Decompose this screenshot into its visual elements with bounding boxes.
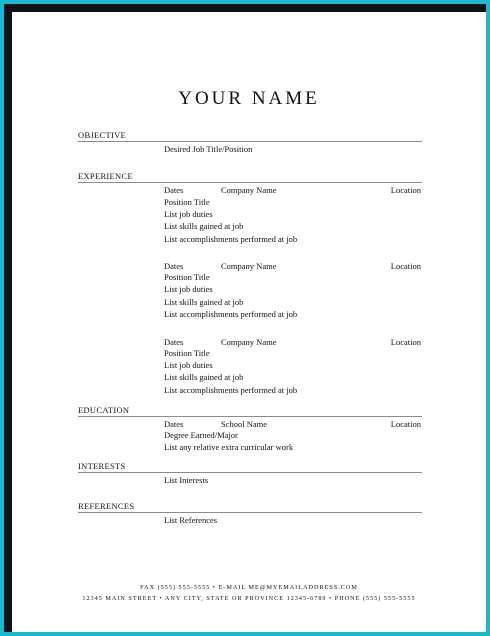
- job-dates: Dates: [164, 337, 184, 347]
- references-line: List References: [164, 515, 218, 525]
- job-location: Location: [390, 185, 421, 195]
- job-location: Location: [390, 261, 421, 271]
- job-company: Company Name: [221, 261, 277, 271]
- job-skills: List skills gained at job: [164, 372, 244, 382]
- job-accomplishments: List accomplishments performed at job: [164, 309, 298, 319]
- interests-line: List Interests: [164, 475, 209, 485]
- section-references: REFERENCES: [78, 501, 422, 513]
- section-objective: OBJECTIVE: [78, 130, 422, 142]
- job-skills: List skills gained at job: [164, 221, 244, 231]
- job-dates: Dates: [164, 185, 184, 195]
- footer-contact-line1: FAX (555) 555-5555 • E-MAIL ME@MYEMAILADDRESS.COM: [140, 584, 358, 591]
- section-experience: EXPERIENCE: [78, 171, 422, 183]
- job-duties: List job duties: [164, 284, 213, 294]
- objective-line: Desired Job Title/Position: [164, 144, 253, 154]
- education-degree: Degree Earned/Major: [164, 430, 238, 440]
- job-duties: List job duties: [164, 209, 213, 219]
- resume-page: [12, 12, 486, 632]
- education-dates: Dates: [164, 419, 184, 429]
- section-interests: INTERESTS: [78, 461, 422, 473]
- education-school: School Name: [221, 419, 268, 429]
- job-skills: List skills gained at job: [164, 297, 244, 307]
- section-education: EDUCATION: [78, 405, 422, 417]
- education-location: Location: [390, 419, 421, 429]
- job-dates: Dates: [164, 261, 184, 271]
- job-company: Company Name: [221, 185, 277, 195]
- footer-contact-line2: 12345 MAIN STREET • ANY CITY, STATE OR PROVINCE 12345-6789 • PHONE (555) 555-5555: [82, 595, 416, 602]
- job-location: Location: [390, 337, 421, 347]
- job-title: Position Title: [164, 272, 210, 282]
- job-title: Position Title: [164, 197, 210, 207]
- job-company: Company Name: [221, 337, 277, 347]
- job-duties: List job duties: [164, 360, 213, 370]
- job-accomplishments: List accomplishments performed at job: [164, 385, 298, 395]
- job-accomplishments: List accomplishments performed at job: [164, 234, 298, 244]
- education-extra: List any relative extra curricular work: [164, 442, 294, 452]
- document-frame: [4, 4, 486, 632]
- resume-name: YOUR NAME: [178, 88, 320, 109]
- job-title: Position Title: [164, 348, 210, 358]
